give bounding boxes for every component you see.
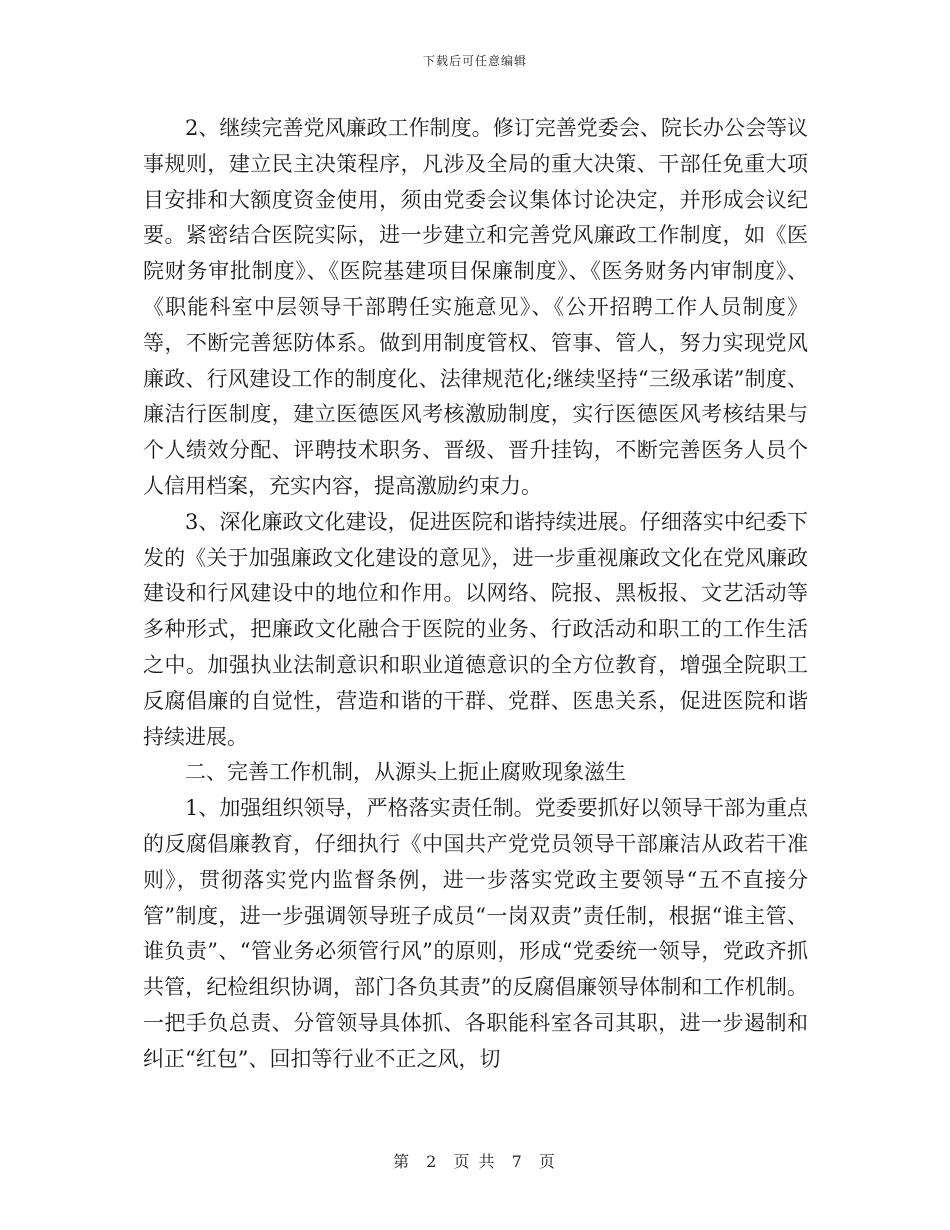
page-footer (0, 1149, 950, 1172)
footer-prefix: 第 (393, 1152, 412, 1171)
paragraph-organization-leadership: 1、加强组织领导，严格落实责任制。党委要抓好以领导干部为重点的反腐倡廉教育，仔细执行《中国共产党党员领导干部廉洁从政若干准则》，贯彻落实党内监督条例，进一步落实党政主要领导“五不直接分管”制度，进一步强调领导班子成员“一岗双责”责任制，根据“谁主管、谁负责”、“管业务必须管行风”的原则，形成“党委统一领导，党政齐抓共管，纪检组织协调，部门各负其责”的反腐倡廉领导体制和工作机制。一把手负总责、分管领导具体抓、各职能科室各司其职，进一步遏制和纠正“红包”、回扣等行业不正之风，切 (143, 796, 808, 1071)
current-page-number: 2 (426, 1152, 439, 1171)
section-heading-work-mechanism: 二、完善工作机制，从源头上扼止腐败现象滋生 (185, 760, 626, 785)
footer-middle: 页 共 (453, 1152, 497, 1171)
paragraph-institution-rules: 2、继续完善党风廉政工作制度。修订完善党委会、院长办公会等议事规则，建立民主决策程序，凡涉及全局的重大决策、干部任免重大项目安排和大额度资金使用，须由党委会议集体讨论决定，并形成会议纪要。紧密结合医院实际，进一步建立和完善党风廉政工作制度，如《医院财务审批制度》、《医院基建项目保廉制度》、《医务财务内审制度》、《职能科室中层领导干部聘任实施意见》、《公开招聘工作人员制度》等，不断完善惩防体系。做到用制度管权、管事、管人，努力实现党风廉政、行风建设工作的制度化、法律规范化;继续坚持“三级承诺”制度、廉洁行医制度，建立医德医风考核激励制度，实行医德医风考核结果与个人绩效分配、评聘技术职务、晋级、晋升挂钩，不断完善医务人员个人信用档案，充实内容，提高激励约束力。 (143, 116, 808, 498)
page-header: 下载后可任意编辑 (422, 54, 527, 68)
paragraph-integrity-culture: 3、深化廉政文化建设，促进医院和谐持续进展。仔细落实中纪委下发的《关于加强廉政文化建设的意见》，进一步重视廉政文化在党风廉政建设和行风建设中的地位和作用。以网络、院报、黑板报、文艺活动等多种形式，把廉政文化融合于医院的业务、行政活动和职工的工作生活之中。加强执业法制意识和职业道德意识的全方位教育，增强全院职工反腐倡廉的自觉性，营造和谐的干群、党群、医患关系，促进医院和谐持续进展。 (143, 509, 808, 749)
footer-suffix: 页 (538, 1152, 557, 1171)
document-body (143, 111, 808, 1078)
total-page-count: 7 (511, 1152, 524, 1171)
